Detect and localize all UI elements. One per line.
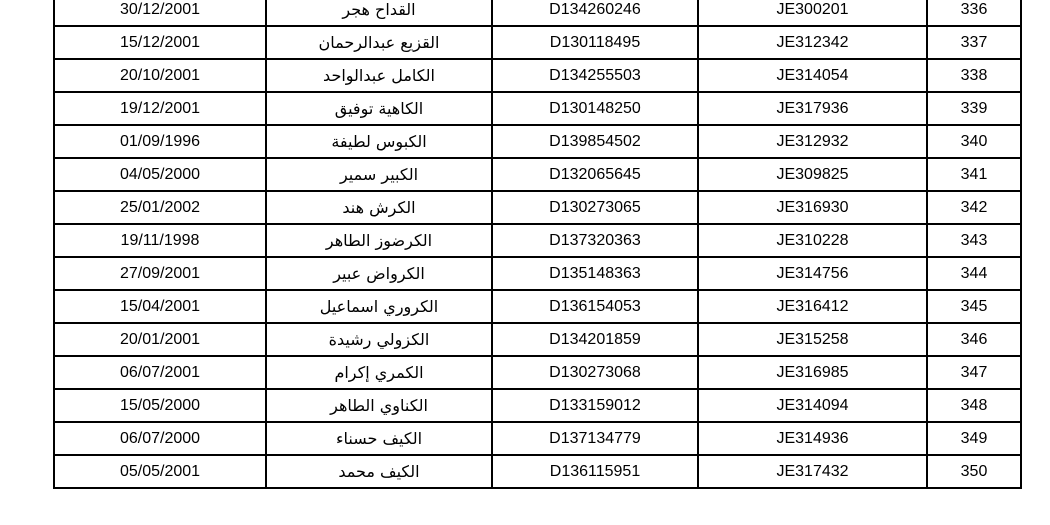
- birth-date-cell: 04/05/2000: [54, 158, 266, 191]
- row-number-cell: 336: [927, 0, 1021, 26]
- code-cell: JE316985: [698, 356, 927, 389]
- full-name-cell: الكبير سمير: [266, 158, 492, 191]
- birth-date-cell: 01/09/1996: [54, 125, 266, 158]
- birth-date-cell: 27/09/2001: [54, 257, 266, 290]
- code-cell: JE315258: [698, 323, 927, 356]
- row-number-cell: 348: [927, 389, 1021, 422]
- id-card-cell: D133159012: [492, 389, 698, 422]
- table-row: [54, 59, 1021, 92]
- row-number-cell: 338: [927, 59, 1021, 92]
- full-name-cell: القزيع عبدالرحمان: [266, 26, 492, 59]
- table-row: [54, 125, 1021, 158]
- row-number-cell: 349: [927, 422, 1021, 455]
- records-table: [53, 0, 1022, 489]
- code-cell: JE314756: [698, 257, 927, 290]
- code-cell: JE317432: [698, 455, 927, 488]
- id-card-cell: D137320363: [492, 224, 698, 257]
- code-cell: JE314054: [698, 59, 927, 92]
- id-card-cell: D139854502: [492, 125, 698, 158]
- row-number-cell: 347: [927, 356, 1021, 389]
- table-row: [54, 158, 1021, 191]
- full-name-cell: الكاهية توفيق: [266, 92, 492, 125]
- full-name-cell: الكناوي الطاهر: [266, 389, 492, 422]
- id-card-cell: D134255503: [492, 59, 698, 92]
- code-cell: JE312342: [698, 26, 927, 59]
- full-name-cell: الكروري اسماعيل: [266, 290, 492, 323]
- id-card-cell: D130273065: [492, 191, 698, 224]
- code-cell: JE312932: [698, 125, 927, 158]
- birth-date-cell: 19/12/2001: [54, 92, 266, 125]
- full-name-cell: الكامل عبدالواحد: [266, 59, 492, 92]
- row-number-cell: 340: [927, 125, 1021, 158]
- code-cell: JE310228: [698, 224, 927, 257]
- row-number-cell: 346: [927, 323, 1021, 356]
- row-number-cell: 341: [927, 158, 1021, 191]
- id-card-cell: D130118495: [492, 26, 698, 59]
- id-card-cell: D136154053: [492, 290, 698, 323]
- full-name-cell: القداح هجر: [266, 0, 492, 26]
- table-row: [54, 455, 1021, 488]
- full-name-cell: الكرضوز الطاهر: [266, 224, 492, 257]
- row-number-cell: 344: [927, 257, 1021, 290]
- birth-date-cell: 15/04/2001: [54, 290, 266, 323]
- code-cell: JE317936: [698, 92, 927, 125]
- birth-date-cell: 25/01/2002: [54, 191, 266, 224]
- full-name-cell: الكزولي رشيدة: [266, 323, 492, 356]
- table-row: [54, 389, 1021, 422]
- id-card-cell: D134260246: [492, 0, 698, 26]
- code-cell: JE316412: [698, 290, 927, 323]
- id-card-cell: D132065645: [492, 158, 698, 191]
- table-row: [54, 422, 1021, 455]
- code-cell: JE309825: [698, 158, 927, 191]
- records-table-container: [53, 0, 1020, 489]
- birth-date-cell: 19/11/1998: [54, 224, 266, 257]
- full-name-cell: الكيف حسناء: [266, 422, 492, 455]
- table-row: [54, 0, 1021, 26]
- row-number-cell: 343: [927, 224, 1021, 257]
- full-name-cell: الكرش هند: [266, 191, 492, 224]
- full-name-cell: الكبوس لطيفة: [266, 125, 492, 158]
- birth-date-cell: 15/12/2001: [54, 26, 266, 59]
- row-number-cell: 350: [927, 455, 1021, 488]
- row-number-cell: 339: [927, 92, 1021, 125]
- birth-date-cell: 15/05/2000: [54, 389, 266, 422]
- code-cell: JE314094: [698, 389, 927, 422]
- code-cell: JE300201: [698, 0, 927, 26]
- full-name-cell: الكيف محمد: [266, 455, 492, 488]
- row-number-cell: 337: [927, 26, 1021, 59]
- id-card-cell: D137134779: [492, 422, 698, 455]
- birth-date-cell: 06/07/2001: [54, 356, 266, 389]
- birth-date-cell: 20/10/2001: [54, 59, 266, 92]
- id-card-cell: D130148250: [492, 92, 698, 125]
- id-card-cell: D134201859: [492, 323, 698, 356]
- table-row: [54, 191, 1021, 224]
- table-row: [54, 257, 1021, 290]
- birth-date-cell: 06/07/2000: [54, 422, 266, 455]
- row-number-cell: 345: [927, 290, 1021, 323]
- id-card-cell: D135148363: [492, 257, 698, 290]
- code-cell: JE314936: [698, 422, 927, 455]
- records-table-body: [54, 0, 1021, 488]
- table-row: [54, 323, 1021, 356]
- id-card-cell: D136115951: [492, 455, 698, 488]
- table-row: [54, 26, 1021, 59]
- table-row: [54, 92, 1021, 125]
- table-row: [54, 224, 1021, 257]
- birth-date-cell: 20/01/2001: [54, 323, 266, 356]
- row-number-cell: 342: [927, 191, 1021, 224]
- birth-date-cell: 05/05/2001: [54, 455, 266, 488]
- table-row: [54, 356, 1021, 389]
- table-row: [54, 290, 1021, 323]
- code-cell: JE316930: [698, 191, 927, 224]
- birth-date-cell: 30/12/2001: [54, 0, 266, 26]
- full-name-cell: الكرواض عبير: [266, 257, 492, 290]
- full-name-cell: الكمري إكرام: [266, 356, 492, 389]
- id-card-cell: D130273068: [492, 356, 698, 389]
